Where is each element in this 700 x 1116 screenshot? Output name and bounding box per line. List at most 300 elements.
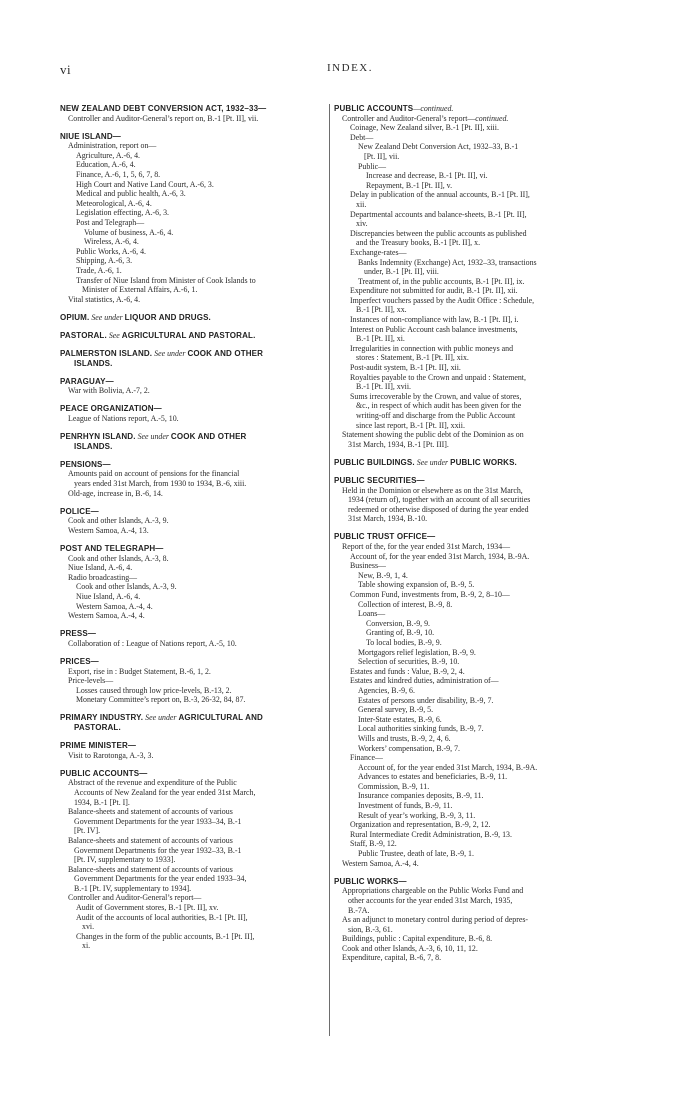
- index-subentry: [334, 114, 636, 124]
- column-divider: [329, 104, 330, 1036]
- index-subentry: [60, 489, 324, 499]
- index-subentry: [334, 820, 636, 830]
- entry-text: Amounts paid on account of pensions for the financial: [68, 469, 240, 479]
- index-subentry: [60, 386, 324, 396]
- index-heading-entry: [334, 877, 636, 887]
- index-subentry: [334, 210, 636, 229]
- index-subentry: [334, 638, 636, 648]
- index-subentry: [60, 913, 324, 932]
- index-subentry: [60, 592, 324, 602]
- entry-text: Estates of persons under disability, B.-9, 7.: [358, 695, 494, 705]
- entry-line: [334, 686, 636, 696]
- entry-text: Held in the Dominion or elsewhere as on the 31st March,: [342, 485, 523, 495]
- index-subentry: [60, 602, 324, 612]
- entry-text: redeemed or otherwise disposed of during the year ended: [348, 504, 529, 514]
- entry-text: Statement showing the public debt of the Dominion as on: [342, 430, 524, 440]
- index-subentry: [60, 526, 324, 536]
- entry-text: Niue Island, A.-6, 4.: [68, 563, 133, 573]
- entry-text: B.-1 [Pt. II], xx.: [356, 305, 407, 315]
- entry-text: Banks Indemnity (Exchange) Act, 1932–33, transactions: [358, 257, 537, 267]
- index-subentry: [334, 286, 636, 296]
- index-subentry: [60, 807, 324, 836]
- index-heading: PENRHYN ISLAND.: [60, 432, 136, 442]
- cross-reference-label: See under: [137, 432, 169, 442]
- entry-text: Controller and Auditor-General’s report—: [342, 113, 476, 123]
- entry-text: Changes in the form of the public accounts, B.-1 [Pt. II],: [76, 931, 255, 941]
- index-heading: POLICE—: [60, 506, 99, 516]
- entry-text: Account of, for the year ended 31st March, 1934, B.-9A.: [350, 551, 530, 561]
- index-subentry: [60, 676, 324, 686]
- index-subentry: [334, 811, 636, 821]
- entry-line: [60, 349, 324, 359]
- index-heading: PALMERSTON ISLAND.: [60, 349, 153, 359]
- entry-text: Sums irrecoverable by the Crown, and value of stores,: [350, 391, 522, 401]
- entry-line: [60, 516, 324, 526]
- entry-line: [334, 676, 636, 686]
- index-heading: NIUE ISLAND—: [60, 131, 121, 141]
- entry-text: Interest on Public Account cash balance investments,: [350, 324, 518, 334]
- entry-line: [334, 667, 636, 677]
- entry-line: [60, 751, 324, 761]
- cross-reference-label: See under: [91, 312, 123, 322]
- index-subentry: [334, 705, 636, 715]
- entry-text: writing-off and discharge from the Public Account: [356, 411, 516, 420]
- entry-line: [60, 489, 324, 499]
- index-heading-entry: [334, 458, 636, 468]
- index-heading-entry: [60, 331, 324, 341]
- entry-line: [334, 561, 636, 571]
- entry-line: [334, 315, 636, 325]
- entry-continuation: [334, 152, 636, 162]
- entry-text: Report of the, for the year ended 31st March, 1934—: [342, 542, 511, 552]
- cross-reference-label: See under: [416, 457, 449, 467]
- cross-reference-label: See under: [154, 349, 186, 359]
- entry-line: [334, 363, 636, 373]
- entry-text: xi.: [82, 941, 91, 951]
- entry-line: [60, 778, 324, 788]
- entry-line: [334, 600, 636, 610]
- entry-text: Exchange-rates—: [350, 247, 407, 257]
- index-subentry: [60, 932, 324, 951]
- index-subentry: [60, 865, 324, 894]
- cross-reference-target: AGRICULTURAL AND PASTORAL.: [121, 330, 256, 340]
- entry-line: [334, 772, 636, 782]
- entry-line: [334, 142, 636, 152]
- index-heading-entry: [334, 476, 636, 486]
- index-subentry: [334, 648, 636, 658]
- entry-text: Royalties payable to the Crown and unpaid : Statement,: [350, 372, 526, 382]
- index-subentry: [334, 724, 636, 734]
- entry-line: [60, 313, 324, 323]
- entry-line: [60, 563, 324, 573]
- entry-line: [334, 344, 636, 354]
- index-subentry: [334, 248, 636, 258]
- entry-text: xvi.: [82, 922, 95, 932]
- entry-text: Western Samoa, A.-4, 4.: [342, 858, 419, 868]
- entry-line: [334, 114, 636, 124]
- index-subentry: [60, 237, 324, 247]
- cross-reference-target: AGRICULTURAL AND: [178, 713, 263, 723]
- index-subentry: [334, 552, 636, 562]
- entry-line: [334, 820, 636, 830]
- index-heading: PRIMARY INDUSTRY.: [60, 713, 144, 723]
- entry-text: General survey, B.-9, 5.: [358, 705, 434, 715]
- index-heading: PUBLIC ACCOUNTS—: [60, 768, 148, 778]
- entry-line: [60, 460, 324, 470]
- entry-continuation: [334, 896, 636, 906]
- entry-text: Collaboration of : League of Nations report, A.-5, 10.: [68, 638, 237, 648]
- entry-text: Meteorological, A.-6, 4.: [76, 198, 152, 208]
- index-heading-entry: [334, 104, 636, 114]
- page-header: [60, 62, 640, 78]
- entry-line: [334, 944, 636, 954]
- entry-line: [334, 696, 636, 706]
- index-subentry: [334, 277, 636, 287]
- index-subentry: [60, 218, 324, 228]
- entry-text: Rural Intermediate Credit Administration, B.-9, 13.: [350, 829, 512, 839]
- entry-text: 31st March, 1934, B.-1 [Pt. III].: [348, 439, 449, 449]
- entry-text: Agriculture, A.-6, 4.: [76, 150, 140, 160]
- entry-line: [60, 432, 324, 442]
- index-heading: PUBLIC SECURITIES—: [334, 475, 425, 485]
- index-heading-entry: [60, 769, 324, 779]
- entry-text: Controller and Auditor-General’s report on, B.-1 [Pt. II], vii.: [68, 113, 259, 123]
- entry-line: [334, 229, 636, 239]
- continued-label: continued.: [475, 113, 509, 123]
- entry-text: Medical and public health, A.-6, 3.: [76, 189, 186, 199]
- entry-text: Public—: [358, 161, 387, 171]
- entry-line: [334, 162, 636, 172]
- entry-text: Education, A.-6, 4.: [76, 160, 136, 170]
- entry-text: Losses caused through low price-levels, B.-13, 2.: [76, 685, 232, 695]
- entry-line: [60, 695, 324, 705]
- entry-text: Shipping, A.-6, 3.: [76, 256, 133, 266]
- entry-text: Estates and kindred duties, administration of—: [350, 676, 499, 686]
- index-subentry: [60, 667, 324, 677]
- entry-continuation: [60, 285, 324, 295]
- entry-line: [334, 638, 636, 648]
- index-heading-entry: [60, 657, 324, 667]
- index-subentry: [334, 258, 636, 277]
- entry-line: [60, 151, 324, 161]
- entry-line: [334, 715, 636, 725]
- entry-text: since last report, B.-1 [Pt. II], xxii.: [356, 420, 465, 430]
- entry-text: Balance-sheets and statement of accounts of various: [68, 807, 233, 817]
- entry-continuation: [334, 440, 636, 450]
- cross-reference-label: See under: [145, 713, 177, 723]
- entry-line: [60, 639, 324, 649]
- entry-text: Appropriations chargeable on the Public Works Fund and: [342, 886, 524, 896]
- entry-line: [334, 628, 636, 638]
- entry-text: Cook and other Islands, A.-3, 9.: [76, 582, 177, 592]
- entry-line: [334, 934, 636, 944]
- entry-line: [334, 325, 636, 335]
- page-title: INDEX.: [327, 62, 373, 74]
- entry-text: High Court and Native Land Court, A.-6, 3.: [76, 179, 214, 189]
- entry-text: Loans—: [358, 609, 386, 619]
- entry-line: [60, 741, 324, 751]
- entry-line: [60, 629, 324, 639]
- entry-line: [334, 791, 636, 801]
- entry-text: Discrepancies between the public accounts as published: [350, 228, 527, 238]
- entry-text: Result of year’s working, B.-9, 3, 11.: [358, 810, 476, 820]
- entry-text: To local bodies, B.-9, 9.: [366, 637, 442, 647]
- entry-text: Government Departments for the year 1933–34, B.-1: [74, 816, 242, 826]
- entry-line: [334, 839, 636, 849]
- entry-line: [334, 532, 636, 542]
- index-subentry: [334, 657, 636, 667]
- entry-line: [60, 228, 324, 238]
- entry-continuation: [60, 359, 324, 369]
- index-subentry: [60, 751, 324, 761]
- entry-text: Government Departments for the year ended 1933–34,: [74, 874, 247, 884]
- cross-reference-target: ISLANDS.: [74, 358, 113, 368]
- entry-line: [60, 160, 324, 170]
- entry-line: [60, 932, 324, 942]
- index-subentry: [334, 734, 636, 744]
- entry-continuation: [334, 267, 636, 277]
- entry-line: [334, 744, 636, 754]
- entry-text: B.-1 [Pt. IV, supplementary to 1934].: [74, 883, 192, 893]
- entry-text: Buildings, public : Capital expenditure, B.-6, 8.: [342, 934, 493, 944]
- entry-text: Cook and other Islands, A.-3, 9.: [68, 516, 169, 526]
- entry-line: [60, 573, 324, 583]
- entry-text: Trade, A.-6, 1.: [76, 266, 122, 275]
- index-subentry: [334, 373, 636, 392]
- entry-line: [334, 609, 636, 619]
- entry-line: [60, 276, 324, 286]
- entry-text: 1934, B.-1 [Pt. I].: [74, 797, 130, 807]
- index-subentry: [334, 886, 636, 915]
- entry-line: [60, 414, 324, 424]
- entry-text: Cook and other Islands, A.-3, 6, 10, 11, 12.: [342, 943, 478, 953]
- entry-text: Wireless, A.-6, 4.: [84, 237, 139, 247]
- index-heading: PEACE ORGANIZATION—: [60, 404, 162, 414]
- entry-continuation: [334, 925, 636, 935]
- entry-text: Controller and Auditor-General’s report—: [68, 893, 202, 903]
- index-subentry: [60, 247, 324, 257]
- index-subentry: [60, 686, 324, 696]
- entry-text: Instances of non-compliance with law, B.-1 [Pt. II], i.: [350, 315, 519, 325]
- entry-text: Common Fund, investments from, B.-9, 2, 8–10—: [350, 590, 510, 599]
- entry-text: Legislation effecting, A.-6, 3.: [76, 208, 169, 218]
- index-subentry: [60, 582, 324, 592]
- index-heading-entry: [60, 507, 324, 517]
- index-subentry: [334, 486, 636, 524]
- entry-line: [334, 248, 636, 258]
- entry-line: [60, 865, 324, 875]
- entry-continuation: [60, 855, 324, 865]
- entry-text: Investment of funds, B.-9, 11.: [358, 801, 453, 811]
- entry-text: years ended 31st March, from 1930 to 1934, B.-6, xiii.: [74, 479, 247, 488]
- entry-line: [60, 807, 324, 817]
- entry-text: Advances to estates and beneficiaries, B.-9, 11.: [358, 772, 508, 782]
- entry-text: 1934 (return of), together with an account of all securities: [348, 495, 531, 505]
- index-subentry: [334, 561, 636, 571]
- cross-reference-target: PASTORAL.: [74, 722, 121, 732]
- index-subentry: [334, 830, 636, 840]
- entry-text: Inter-State estates, B.-9, 6.: [358, 714, 442, 724]
- entry-line: [60, 247, 324, 257]
- entry-text: Wills and trusts, B.-9, 2, 4, 6.: [358, 733, 451, 743]
- index-subentry: [334, 628, 636, 638]
- entry-line: [60, 526, 324, 536]
- cross-reference-target: PUBLIC WORKS.: [450, 457, 517, 467]
- entry-text: War with Bolivia, A.-7, 2.: [68, 386, 150, 396]
- entry-line: [334, 705, 636, 715]
- index-subentry: [334, 609, 636, 619]
- entry-line: [334, 763, 636, 773]
- entry-line: [334, 458, 636, 468]
- entry-continuation: [60, 817, 324, 827]
- index-subentry: [60, 141, 324, 151]
- entry-line: [334, 580, 636, 590]
- index-subentry: [334, 363, 636, 373]
- entry-line: [334, 734, 636, 744]
- entry-line: [60, 386, 324, 396]
- entry-line: [334, 286, 636, 296]
- entry-text: Business—: [350, 561, 386, 571]
- entry-line: [60, 266, 324, 276]
- entry-text: Old-age, increase in, B.-6, 14.: [68, 488, 163, 498]
- index-subentry: [60, 151, 324, 161]
- entry-text: Government Departments for the year 1932–33, B.-1: [74, 845, 242, 855]
- index-subentry: [334, 171, 636, 181]
- index-subentry: [334, 753, 636, 763]
- index-heading-entry: [60, 629, 324, 639]
- entry-text: Monetary Committee’s report on, B.-3, 26-32, 84, 87.: [76, 695, 246, 705]
- entry-line: [60, 218, 324, 228]
- index-subentry: [334, 839, 636, 849]
- index-subentry: [60, 469, 324, 488]
- entry-line: [60, 507, 324, 517]
- entry-text: Volume of business, A.-6, 4.: [84, 227, 174, 237]
- entry-line: [334, 859, 636, 869]
- index-subentry: [60, 266, 324, 276]
- index-subentry: [334, 542, 636, 552]
- entry-text: League of Nations report, A.-5, 10.: [68, 414, 179, 424]
- index-subentry: [334, 229, 636, 248]
- index-subentry: [334, 590, 636, 600]
- index-subentry: [60, 256, 324, 266]
- index-subentry: [334, 772, 636, 782]
- entry-text: [Pt. IV, supplementary to 1933].: [74, 855, 176, 865]
- entry-line: [334, 486, 636, 496]
- index-subentry: [334, 667, 636, 677]
- entry-line: [60, 769, 324, 779]
- entry-line: [334, 210, 636, 220]
- entry-continuation: [60, 874, 324, 884]
- index-subentry: [60, 893, 324, 903]
- entry-line: [334, 849, 636, 859]
- entry-line: [334, 123, 636, 133]
- entry-continuation: [60, 922, 324, 932]
- cross-reference-target: ISLANDS.: [74, 441, 113, 451]
- index-subentry: [334, 953, 636, 963]
- entry-text: Treatment of, in the public accounts, B.-1 [Pt. II], ix.: [358, 276, 525, 286]
- entry-line: [60, 180, 324, 190]
- entry-text: Insurance companies deposits, B.-9, 11.: [358, 791, 484, 801]
- entry-line: [60, 295, 324, 305]
- index-subentry: [334, 849, 636, 859]
- index-subentry: [60, 836, 324, 865]
- entry-text: Audit of the accounts of local authorities, B.-1 [Pt. II],: [76, 912, 248, 922]
- index-heading: POST AND TELEGRAPH—: [60, 543, 164, 553]
- entry-text: Expenditure, capital, B.-6, 7, 8.: [342, 953, 442, 963]
- entry-text: Abstract of the revenue and expenditure of the Public: [68, 778, 237, 788]
- index-subentry: [60, 554, 324, 564]
- entry-text: Workers’ compensation, B.-9, 7.: [358, 743, 460, 753]
- index-subentry: [334, 763, 636, 773]
- entry-text: Expenditure not submitted for audit, B.-1 [Pt. II], xii.: [350, 286, 518, 296]
- entry-line: [334, 392, 636, 402]
- cross-reference-target: COOK AND OTHER: [170, 432, 247, 442]
- index-heading-entry: [60, 349, 324, 368]
- entry-text: Finance—: [350, 753, 383, 763]
- index-subentry: [60, 611, 324, 621]
- entry-text: Western Samoa, A.-4, 13.: [68, 525, 149, 535]
- entry-text: Audit of Government stores, B.-1 [Pt. II], xv.: [76, 903, 219, 913]
- entry-line: [60, 836, 324, 846]
- entry-continuation: [334, 906, 636, 916]
- entry-line: [334, 953, 636, 963]
- index-subentry: [60, 516, 324, 526]
- index-subentry: [334, 580, 636, 590]
- entry-line: [334, 877, 636, 887]
- entry-line: [334, 915, 636, 925]
- entry-line: [60, 132, 324, 142]
- entry-line: [334, 648, 636, 658]
- entry-text: Administration, report on—: [68, 141, 157, 151]
- entry-continuation: [60, 723, 324, 733]
- index-heading-entry: [60, 460, 324, 470]
- entry-text: sion, B.-3, 61.: [348, 924, 393, 934]
- entry-line: [60, 256, 324, 266]
- entry-line: [334, 171, 636, 181]
- index-heading: PRESS—: [60, 629, 97, 639]
- entry-text: Vital statistics, A.-6, 4.: [68, 294, 141, 304]
- entry-text: Increase and decrease, B.-1 [Pt. II], vi.: [366, 171, 488, 181]
- entry-line: [334, 181, 636, 191]
- entry-continuation: [334, 334, 636, 344]
- entry-continuation: [334, 421, 636, 431]
- index-subentry: [334, 915, 636, 934]
- index-subentry: [60, 170, 324, 180]
- entry-text: Finance, A.-6, 1, 5, 6, 7, 8.: [76, 170, 161, 180]
- index-heading: PENSIONS—: [60, 459, 111, 469]
- index-subentry: [60, 639, 324, 649]
- entry-line: [60, 686, 324, 696]
- index-subentry: [334, 619, 636, 629]
- entry-text: B.-1 [Pt. II], xvii.: [356, 382, 412, 392]
- entry-text: xiv.: [356, 219, 368, 229]
- entry-line: [334, 190, 636, 200]
- entry-text: 31st March, 1934, B.-10.: [348, 514, 428, 524]
- index-subentry: [60, 199, 324, 209]
- entry-text: New, B.-9, 1, 4.: [358, 570, 408, 580]
- entry-line: [60, 208, 324, 218]
- entry-text: Public Works, A.-6, 4.: [76, 246, 147, 256]
- entry-continuation: [334, 514, 636, 524]
- entry-line: [60, 582, 324, 592]
- index-subentry: [60, 208, 324, 218]
- entry-text: Post and Telegraph—: [76, 218, 145, 228]
- entry-text: Debt—: [350, 132, 374, 142]
- entry-text: Local authorities sinking funds, B.-9, 7.: [358, 724, 484, 734]
- entry-continuation: [60, 826, 324, 836]
- entry-line: [60, 544, 324, 554]
- index-subentry: [334, 801, 636, 811]
